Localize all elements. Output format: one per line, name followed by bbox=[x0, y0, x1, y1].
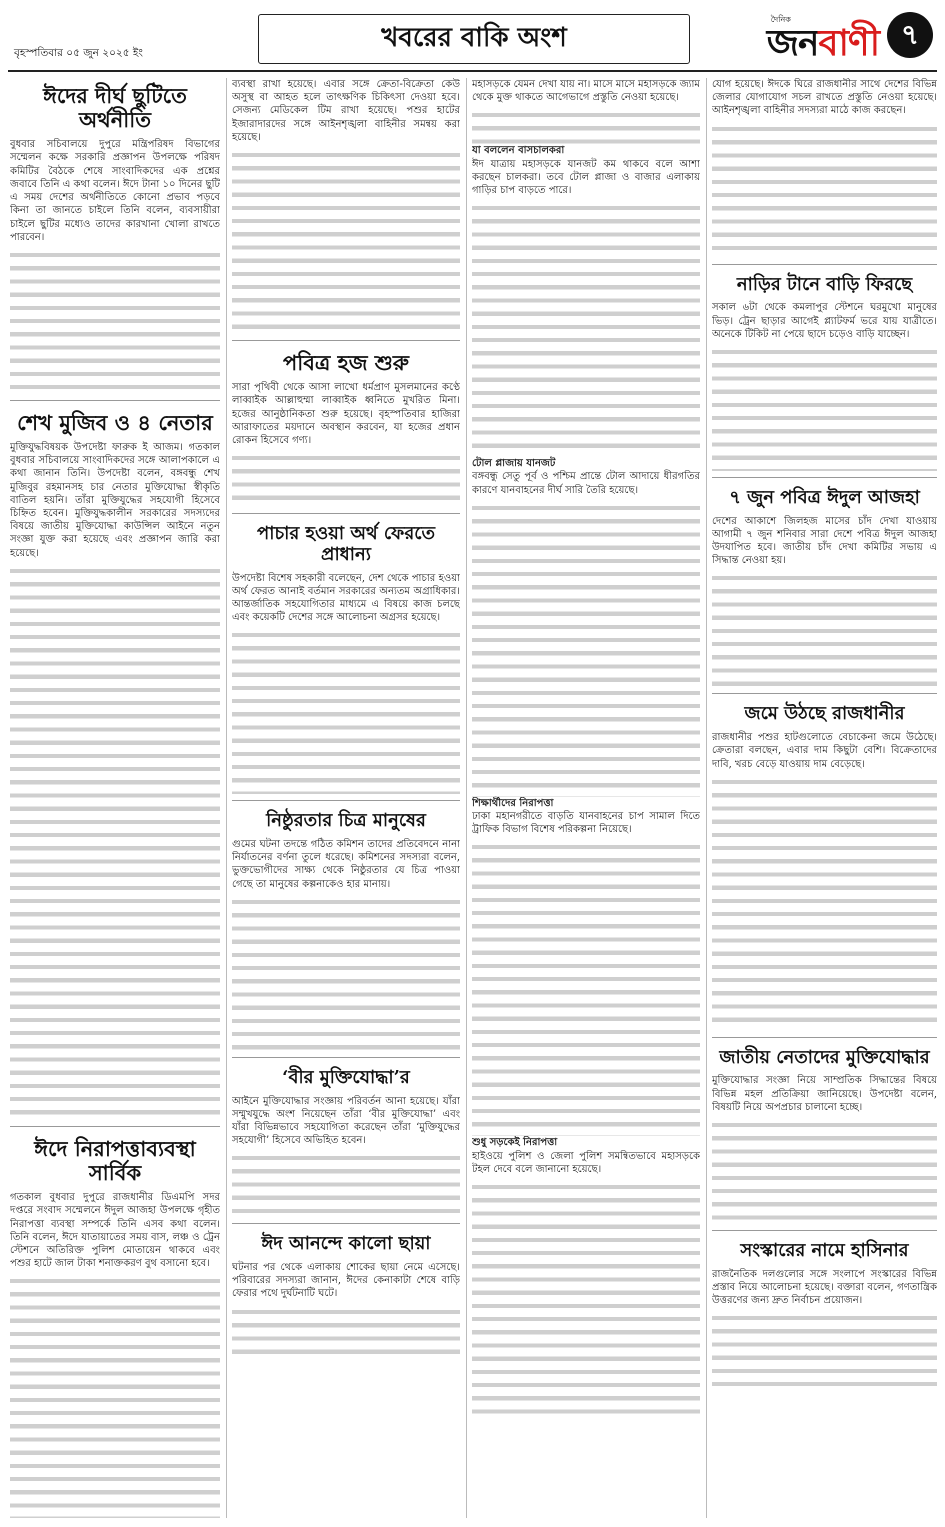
article-cattle-market-body bbox=[712, 771, 937, 1031]
page-header bbox=[8, 6, 937, 70]
article-national-leaders-body bbox=[712, 1114, 937, 1224]
article-highway-text: মহাসড়কে যেমন দেখা যায় না। মাসে মাসে মহাসড়কে জ্যাম থেকে মুক্ত থাকতে আগেভাগে প্রস্তুতি নেওয়া হয়েছে। bbox=[472, 79, 700, 104]
article-cattle-market-text: রাজধানীর পশুর হাটগুলোতে বেচাকেনা জমে উঠেছে। ক্রেতারা বলছেন, এবার দাম কিছুটা বেশি। বিক্রেতাদের দাবি, খরচ বেড়ে যাওয়ায় দাম বেড়েছে। bbox=[712, 732, 937, 770]
article-freedom-fighter-body bbox=[232, 1147, 460, 1217]
masthead bbox=[767, 16, 879, 76]
dateline: বৃহস্পতিবার ০৫ জুন ২০২৫ ইং bbox=[14, 47, 143, 59]
headline-mujib: শেখ মুজিব ও ৪ নেতার bbox=[17, 409, 213, 435]
headline-eid-date: ৭ জুন পবিত্র ঈদুল আজহা bbox=[729, 486, 920, 508]
masthead-part1: জন bbox=[766, 23, 819, 64]
column-divider bbox=[226, 78, 227, 1518]
article-bus-drivers-body bbox=[472, 197, 700, 457]
headline-reform: সংস্কারের নামে হাসিনার bbox=[740, 1240, 909, 1261]
article-national-leaders-text: মুক্তিযোদ্ধার সংজ্ঞা নিয়ে সাম্প্রতিক সিদ্ধান্তের বিষয়ে বিভিন্ন মহল প্রতিক্রিয়া জানিয়েছে। উপদেষ্টা বলেন, বিষয়টি নিয়ে অপপ্রচার চালানো হচ্ছে। bbox=[712, 1075, 937, 1113]
article-hajj-text: সারা পৃথিবী থেকে আসা লাখো ধর্মপ্রাণ মুসলমানের কণ্ঠে লাব্বাইক আল্লাহুম্মা লাব্বাইক ধ্বনিতে মুখরিত মিনা। হজের আনুষ্ঠানিকতা শুরু হয়েছে। বৃহস্পতিবার হাজিরা আরাফাতের ময়দানে অবস্থান করবেন, যা হজের প্রধান রোকন হিসেবে গণ্য। bbox=[232, 382, 460, 446]
column-1 bbox=[10, 78, 220, 1518]
column-4 bbox=[712, 78, 937, 1518]
article-going-home-body bbox=[712, 341, 937, 471]
article-cruelty-text: গুমের ঘটনা তদন্তে গঠিত কমিশন তাদের প্রতিবেদনে নানা নির্যাতনের বর্ণনা তুলে ধরেছে। কমিশনের সদস্যরা বলেন, ভুক্তভোগীদের সাক্ষ্য থেকে নিষ্ঠুরতার যে চিত্র পাওয়া গেছে তা মানুষের কল্পনাকেও হার মানায়। bbox=[232, 839, 460, 890]
subhead-bus-drivers: যা বললেন বাসচালকরা bbox=[472, 145, 565, 157]
article-economy-text: বুধবার সচিবালয়ে দুপুরে মন্ত্রিপরিষদ বিভাগের সম্মেলন কক্ষে সরকারি প্রজ্ঞাপন উপলক্ষে পরিষদ কমিটির বৈঠকে শেষে সাংবাদিকদের এক প্রশ্নের জবাবে তিনি এ কথা বলেন। ঈদে টানা ১০ দিনের ছুটি এ সময় দেশের অর্থনীতিতে কোনো প্রভাব পড়বে কিনা তা জানতে চাইলে তিনি বলেন, ব্যবসায়ীরা চাইলে ছুটির মধ্যেও তাদের কারখানা খোলা রাখতে পারবেন। bbox=[10, 139, 220, 243]
article-mujib-body bbox=[10, 560, 220, 1120]
subhead-road-safety: শুধু সড়কেই নিরাপত্তা bbox=[472, 1137, 558, 1149]
subhead-toll-plaza: টোল প্লাজায় যানজট bbox=[472, 458, 556, 470]
article-reform-text: রাজনৈতিক দলগুলোর সঙ্গে সংলাপে সংস্কারের বিভিন্ন প্রস্তাব নিয়ে আলোচনা হয়েছে। বক্তারা বলেন, গণতান্ত্রিক উত্তরণের জন্য দ্রুত নির্বাচন প্রয়োজন। bbox=[712, 1268, 937, 1307]
article-laundered-money-body bbox=[232, 624, 460, 794]
article-continuation-body bbox=[232, 144, 460, 334]
subhead-students: শিক্ষার্থীদের নিরাপত্তা bbox=[472, 797, 554, 809]
article-laundered-money-text: উপদেষ্টা বিশেষ সহকারী বলেছেন, দেশ থেকে পাচার হওয়া অর্থ ফেরত আনাই বর্তমান সরকারের অন্যতম অগ্রাধিকার। আন্তর্জাতিক সহযোগিতার মাধ্যমে এ বিষয়ে কাজ চলছে এবং কয়েকটি দেশের সঙ্গে আলোচনা অগ্রসর হয়েছে। bbox=[232, 572, 460, 624]
column-divider bbox=[466, 78, 467, 1518]
column-2 bbox=[232, 78, 460, 1518]
article-road-safety-body bbox=[472, 1176, 700, 1416]
article-bus-drivers-text: ঈদ যাত্রায় মহাসড়কে যানজট কম থাকবে বলে আশা করছেন চালকরা। তবে টোল প্লাজা ও বাজার এলাকায় গাড়ির চাপ বাড়তে পারে। bbox=[472, 158, 700, 197]
headline-national-leaders: জাতীয় নেতাদের মুক্তিযোদ্ধার bbox=[719, 1046, 930, 1068]
article-eid-shadow-body bbox=[232, 1301, 460, 1361]
article-students-text: ঢাকা মহানগরীতে বাড়তি যানবাহনের চাপ সামাল দিতে ট্রাফিক বিভাগ বিশেষ পরিকল্পনা নিয়েছে। bbox=[472, 811, 700, 836]
article-eid-date-body bbox=[712, 567, 937, 687]
page-number: ৭ bbox=[887, 12, 933, 58]
article-mujib-text: মুক্তিযুদ্ধবিষয়ক উপদেষ্টা ফারুক ই আজম। গতকাল বুধবার সচিবালয়ে সাংবাদিকদের সঙ্গে আলাপকালে এ কথা জানান তিনি। উপদেষ্টা বলেন, বঙ্গবন্ধু শেখ মুজিবুর রহমানসহ চার নেতার মুক্তিযোদ্ধা স্বীকৃতি বাতিল হয়নি। তাঁরা মুক্তিযুদ্ধের সহযোগী হিসেবে চিহ্নিত হবেন। মুক্তিযুদ্ধকালীন সরকারের সদস্যদের বিষয়ে জাতীয় মুক্তিযোদ্ধা কাউন্সিল আইনে নতুন সংজ্ঞা যুক্ত করা হয়েছে এবং প্রজ্ঞাপন জারি করা হয়েছে। bbox=[10, 442, 220, 559]
headline-economy: ঈদের দীর্ঘ ছুটিতে অর্থনীতি bbox=[43, 83, 187, 133]
article-road-safety-text: হাইওয়ে পুলিশ ও জেলা পুলিশ সমন্বিতভাবে মহাসড়কে টহল দেবে বলে জানানো হয়েছে। bbox=[472, 1150, 700, 1175]
headline-cruelty: নিষ্ঠুরতার চিত্র মানুষের bbox=[266, 810, 426, 832]
article-intro-text: যোগ হয়েছে। ঈদকে ঘিরে রাজধানীর সাথে দেশের বিভিন্ন জেলার যোগাযোগ সচল রাখতে প্রস্তুতি নেওয়া হয়েছে। আইনশৃঙ্খলা বাহিনীর সদস্যরা মাঠে কাজ করছেন। bbox=[712, 79, 937, 117]
article-highway-body bbox=[472, 104, 700, 144]
article-going-home-text: সকাল ৬টা থেকে কমলাপুর স্টেশনে ঘরমুখো মানুষের ভিড়। ট্রেন ছাড়ার আগেই প্ল্যাটফর্ম ভরে যায় যাত্রীতে। অনেকে টিকিট না পেয়ে ছাদে চড়েও বাড়ি যাচ্ছেন। bbox=[712, 302, 937, 340]
header-rule bbox=[8, 70, 937, 72]
article-toll-plaza-text: বঙ্গবন্ধু সেতু পূর্ব ও পশ্চিম প্রান্তে টোল আদায়ে ধীরগতির কারণে যানবাহনের দীর্ঘ সারি তৈরি হয়েছে। bbox=[472, 471, 700, 496]
article-reform-body bbox=[712, 1307, 937, 1387]
section-title: খবরের বাকি অংশ bbox=[258, 14, 690, 64]
headline-hajj: পবিত্র হজ শুরু bbox=[282, 350, 409, 376]
masthead-small: দৈনিক bbox=[770, 15, 791, 24]
headline-eid-security: ঈদে নিরাপত্তাব্যবস্থা সার্বিক bbox=[34, 1135, 196, 1186]
article-hajj-body bbox=[232, 447, 460, 507]
column-3 bbox=[472, 78, 700, 1518]
article-toll-plaza-body bbox=[472, 497, 700, 797]
article-continuation-text: ব্যবস্থা রাখা হয়েছে। এবার সঙ্গে ক্রেতা-বিক্রেতা কেউ অসুস্থ বা আহত হলে তাৎক্ষণিক চিকিৎসা দেওয়া হবে। সেজন্য মেডিকেল টিম রাখা হয়েছে। পশুর হাটের ইজারাদারদের সঙ্গে আইনশৃঙ্খলা বাহিনীর সমন্বয় করা হয়েছে। bbox=[232, 79, 460, 143]
headline-eid-shadow: ঈদ আনন্দে কালো ছায়া bbox=[261, 1233, 431, 1255]
headline-cattle-market: জমে উঠছে রাজধানীর bbox=[744, 703, 905, 725]
article-students-body bbox=[472, 836, 700, 1136]
article-cruelty-body bbox=[232, 891, 460, 1051]
article-eid-shadow-text: ঘটনার পর থেকে এলাকায় শোকের ছায়া নেমে এসেছে। পরিবারের সদস্যরা জানান, ঈদের কেনাকাটা শেষে বাড়ি ফেরার পথে দুর্ঘটনাটি ঘটে। bbox=[232, 1262, 460, 1300]
article-intro-body bbox=[712, 118, 937, 258]
masthead-part2: বাণী bbox=[818, 23, 879, 64]
headline-laundered-money: পাচার হওয়া অর্থ ফেরতে প্রাধান্য bbox=[257, 523, 435, 565]
article-eid-date-text: দেশের আকাশে জিলহজ মাসের চাঁদ দেখা যাওয়ায় আগামী ৭ জুন শনিবার সারা দেশে পবিত্র ঈদুল আজহা উদযাপিত হবে। জাতীয় চাঁদ দেখা কমিটির সভায় এ সিদ্ধান্ত নেওয়া হয়। bbox=[712, 515, 937, 567]
article-economy-body bbox=[10, 244, 220, 394]
headline-going-home: নাড়ির টানে বাড়ি ফিরছে bbox=[736, 273, 913, 295]
article-eid-security-body bbox=[10, 1270, 220, 1518]
column-divider bbox=[706, 78, 707, 1518]
headline-freedom-fighter: ‘বীর মুক্তিযোদ্ধা’র bbox=[282, 1066, 410, 1088]
article-eid-security-text: গতকাল বুধবার দুপুরে রাজধানীর ডিএমপি সদর দপ্তরে সংবাদ সম্মেলনে ঈদুল আজহা উপলক্ষে গৃহীত নিরাপত্তা ব্যবস্থা সম্পর্কে তিনি এসব কথা বলেন। তিনি বলেন, ঈদে যাতায়াতের সময় বাস, লঞ্চ ও ট্রেন স্টেশনে অতিরিক্ত পুলিশ মোতায়েন থাকবে এবং পশুর হাটে জাল টাকা শনাক্তকরণ বুথ বসানো হবে। bbox=[10, 1192, 220, 1270]
article-freedom-fighter-text: আইনে মুক্তিযোদ্ধার সংজ্ঞায় পরিবর্তন আনা হয়েছে। যাঁরা সম্মুখযুদ্ধে অংশ নিয়েছেন তাঁরা ‘বীর মুক্তিযোদ্ধা’ এবং যাঁরা বিভিন্নভাবে সহযোগিতা করেছেন তাঁরা ‘মুক্তিযুদ্ধের সহযোগী’ হিসেবে অভিহিত হবেন। bbox=[232, 1095, 460, 1147]
